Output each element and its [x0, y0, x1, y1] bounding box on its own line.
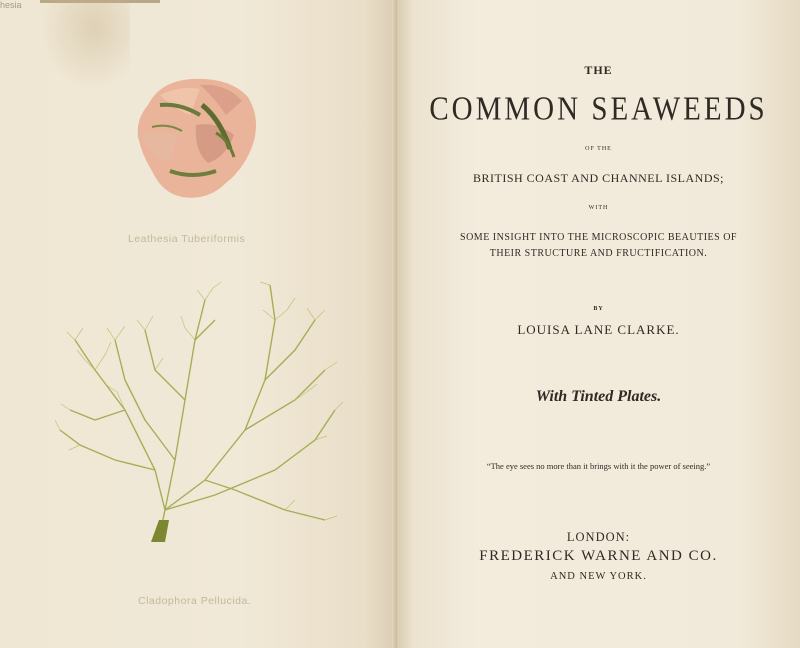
cladophora-illustration [55, 280, 345, 550]
leathesia-illustration [130, 75, 260, 203]
plate-2-caption: Cladophora Pellucida. [138, 595, 252, 607]
imprint-city: LONDON: [566, 530, 631, 544]
epigraph-quote: “The eye sees no more than it brings with it the power of seeing.” [486, 461, 711, 471]
edge-text: hesia [0, 0, 22, 10]
insight-line-1: SOME INSIGHT INTO THE MICROSCOPIC BEAUTIES OF [460, 232, 737, 243]
by-text: BY [593, 306, 604, 312]
author-name: LOUISA LANE CLARKE. [517, 322, 680, 337]
coast-line: BRITISH COAST AND CHANNEL ISLANDS; [472, 171, 725, 185]
with-text: WITH [588, 205, 609, 211]
imprint-new-york: AND NEW YORK. [550, 571, 647, 582]
publisher-name: FREDERICK WARNE AND CO. [479, 548, 718, 564]
plates-note: With Tinted Plates. [535, 388, 662, 405]
left-page-plate [0, 0, 397, 648]
title-the: THE [584, 63, 613, 77]
of-the-text: OF THE [585, 146, 612, 152]
insight-line-2: THEIR STRUCTURE AND FRUCTIFICATION. [489, 248, 708, 259]
paper-stain [40, 0, 130, 90]
plate-1-caption: Leathesia Tuberiformis [128, 233, 246, 245]
insight-text [397, 230, 800, 262]
main-title: COMMON SEAWEEDS [429, 90, 768, 128]
